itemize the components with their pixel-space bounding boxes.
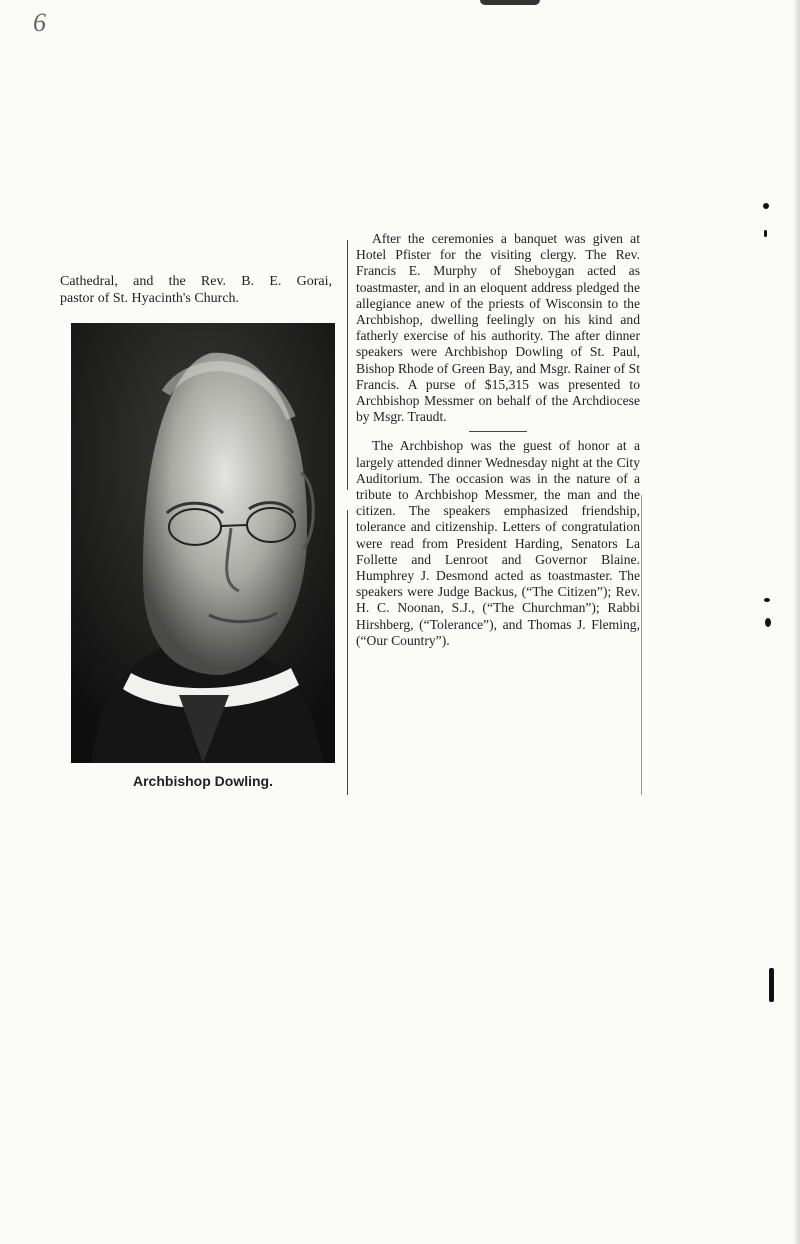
bleed-mark xyxy=(764,230,767,237)
left-column-text xyxy=(60,273,332,307)
column-rule xyxy=(347,240,348,490)
column-rule xyxy=(347,510,348,795)
bleed-mark xyxy=(765,618,771,627)
column-rule xyxy=(641,495,642,795)
caption-line: Cathedral, and the Rev. B. E. Gorai, xyxy=(60,274,332,289)
portrait-photo xyxy=(71,323,335,763)
article-paragraph: After the ceremonies a banquet was given at Hotel Pfister for the visiting clergy. The Rev. Francis E. Murphy of Sheboygan acted as toastmaster, and in an eloquent address pledged the allegiance anew of the priests of Wisconsin to the Archbishop, dwelling feelingly on his kind and fatherly exercise of his authority. The after dinner speakers were Archbishop Dowling of St. Paul, Bishop Rhode of Green Bay, and Msgr. Rainer of St Francis. A purse of $15,315 was presented to Archbishop Messmer on behalf of the Archdiocese by Msgr. Traudt. xyxy=(356,231,640,425)
article-paragraph: The Archbishop was the guest of honor at a largely attended dinner Wednesday night at the City Auditorium. The occasion was in the nature of a tribute to Archbishop Messmer, the man and the citizen. The speakers emphasized friendship, tolerance and citizenship. Letters of congratulation were read from President Harding, Senators La Follette and Lenroot and Governor Blaine. Humphrey J. Desmond acted as toastmaster. The speakers were Judge Backus, (“The Citizen”); Rev. H. C. Noonan, S.J., (“The Churchman”); Rabbi Hirshberg, (“Tolerance”), and Thomas J. Fleming, (“Our Country”). xyxy=(356,438,640,648)
binding-mark xyxy=(480,0,540,5)
right-column-article xyxy=(356,231,640,649)
paragraph-separator xyxy=(469,431,527,432)
page-edge-shadow xyxy=(794,0,800,1244)
bleed-mark xyxy=(763,203,769,209)
portrait-illustration xyxy=(71,323,335,763)
bleed-mark xyxy=(764,598,770,602)
photo-caption: Archbishop Dowling. xyxy=(133,773,273,789)
page-number-handwritten: 6 xyxy=(33,8,46,37)
caption-line: pastor of St. Hyacinth's Church. xyxy=(60,291,240,306)
bleed-mark xyxy=(769,968,774,1002)
